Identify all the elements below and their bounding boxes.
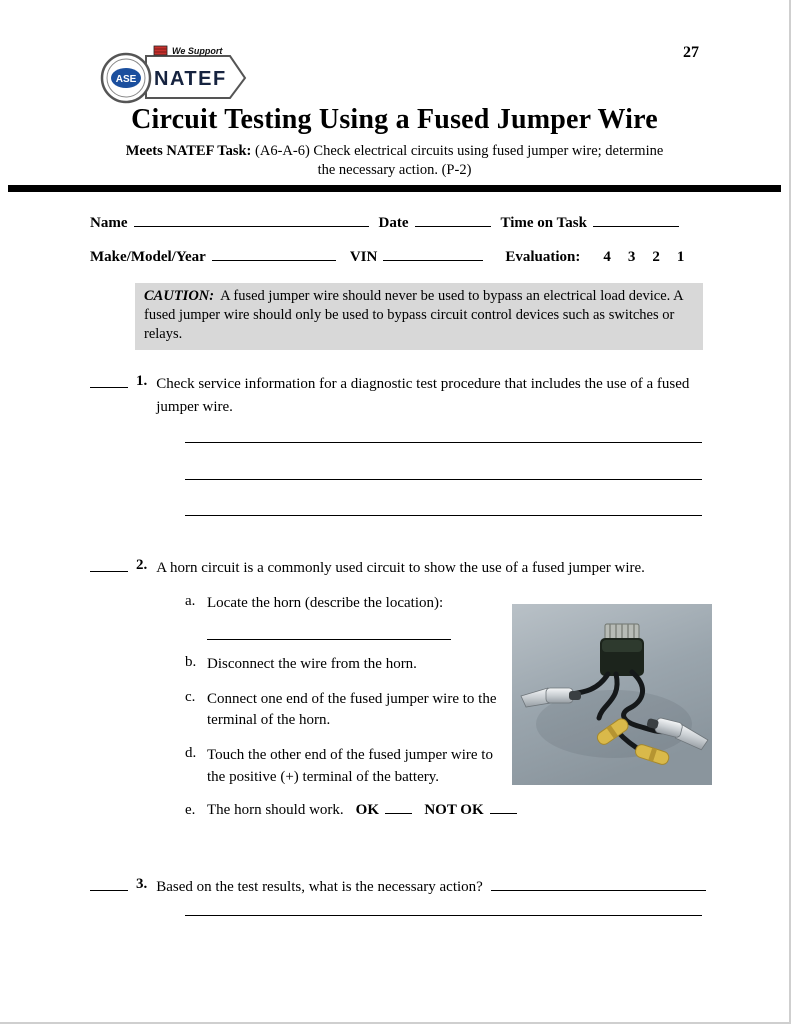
evaluation-score-4: 4 xyxy=(603,249,611,265)
header-divider-rule xyxy=(8,185,781,192)
natef-logo xyxy=(96,40,248,104)
page-number: 27 xyxy=(683,44,699,61)
form-row-vehicle-evaluation xyxy=(90,249,705,266)
vin-blank xyxy=(383,258,483,261)
natef-task-line2: the necessary action. (P-2) xyxy=(317,162,472,178)
sub-item-e-letter: e. xyxy=(185,801,196,818)
step-3-inline-answer-blank xyxy=(491,876,706,891)
step-1-answer-line-3 xyxy=(185,515,702,516)
step-3-number: 3. xyxy=(136,876,148,892)
name-label: Name xyxy=(90,215,128,231)
sub-item-e xyxy=(185,802,517,819)
sub-item-c-text: Connect one end of the fused jumper wire to the terminal of the horn. xyxy=(207,690,497,729)
we-support-text: We Support xyxy=(172,46,223,56)
sub-item-a-letter: a. xyxy=(185,593,196,609)
sub-item-c-letter: c. xyxy=(185,688,196,705)
relay-connector xyxy=(600,624,644,676)
caution-label: CAUTION: xyxy=(144,288,215,304)
sub-item-a xyxy=(185,593,517,615)
ok-label: OK xyxy=(355,801,379,818)
step-2-text: A horn circuit is a commonly used circuit to show the use of a fused jumper wire. xyxy=(156,560,645,576)
step-3 xyxy=(90,876,706,899)
not-ok-blank xyxy=(490,811,517,814)
step-1-answer-line-2 xyxy=(185,479,702,480)
fused-jumper-wire-illustration xyxy=(512,604,712,785)
natef-logo-graphic xyxy=(96,40,248,104)
step-1-answer-line-1 xyxy=(185,442,702,443)
step-1-text: Check service information for a diagnostic test procedure that includes the use of a fused jumper wire. xyxy=(156,376,690,415)
evaluation-score-1: 1 xyxy=(676,249,685,265)
make-model-year-label: Make/Model/Year xyxy=(90,249,206,265)
sub-item-d-text: Touch the other end of the fused jumper wire to the positive (+) terminal of the battery. xyxy=(207,747,493,785)
we-support-flag-icon xyxy=(154,46,167,55)
form-row-name-date-time xyxy=(90,215,705,232)
step-1-status-blank xyxy=(90,373,128,388)
fused-jumper-wire-photo xyxy=(512,604,712,785)
evaluation-label: Evaluation: xyxy=(505,249,581,265)
sub-item-b-text: Disconnect the wire from the horn. xyxy=(207,655,417,672)
sub-item-d xyxy=(185,745,517,789)
date-blank xyxy=(415,224,491,227)
sub-item-a-answer-line xyxy=(207,628,451,640)
sub-item-d-letter: d. xyxy=(185,745,197,761)
step-1-number: 1. xyxy=(136,373,148,389)
natef-task-label: Meets NATEF Task: xyxy=(125,143,252,159)
name-blank xyxy=(134,224,369,227)
evaluation-score-3: 3 xyxy=(627,249,636,265)
caution-text: A fused jumper wire should never be used to bypass an electrical load device. A fused jumper wire should only be used to bypass circuit control devices such as switches or relays. xyxy=(144,288,683,342)
sub-item-b-letter: b. xyxy=(185,653,197,670)
step-2 xyxy=(90,557,706,580)
sub-item-e-text: The horn should work. xyxy=(207,801,344,818)
date-label: Date xyxy=(378,215,409,231)
page-title: Circuit Testing Using a Fused Jumper Wire xyxy=(131,104,658,135)
make-model-year-blank xyxy=(212,258,336,261)
time-on-task-blank xyxy=(593,224,679,227)
ok-blank xyxy=(385,811,412,814)
evaluation-score-2: 2 xyxy=(652,249,660,265)
step-2-sub-list xyxy=(185,593,517,832)
sub-item-c xyxy=(185,689,517,733)
time-on-task-label: Time on Task xyxy=(500,215,587,231)
not-ok-label: NOT OK xyxy=(424,801,484,818)
caution-box xyxy=(135,283,703,350)
ase-logo-text: ASE xyxy=(115,74,137,85)
natef-task-text: (A6-A-6) Check electrical circuits using fused jumper wire; determine xyxy=(255,143,664,159)
step-3-text: Based on the test results, what is the necessary action? xyxy=(156,879,483,895)
natef-task-line1 xyxy=(0,143,789,160)
step-1 xyxy=(90,373,706,418)
natef-text: NATEF xyxy=(154,68,227,90)
sub-item-b xyxy=(185,654,517,676)
step-3-status-blank xyxy=(90,876,128,891)
sub-item-a-text: Locate the horn (describe the location): xyxy=(207,595,444,611)
step-3-answer-line xyxy=(185,915,702,916)
step-2-status-blank xyxy=(90,557,128,572)
vin-label: VIN xyxy=(349,249,378,265)
step-2-number: 2. xyxy=(136,557,148,573)
